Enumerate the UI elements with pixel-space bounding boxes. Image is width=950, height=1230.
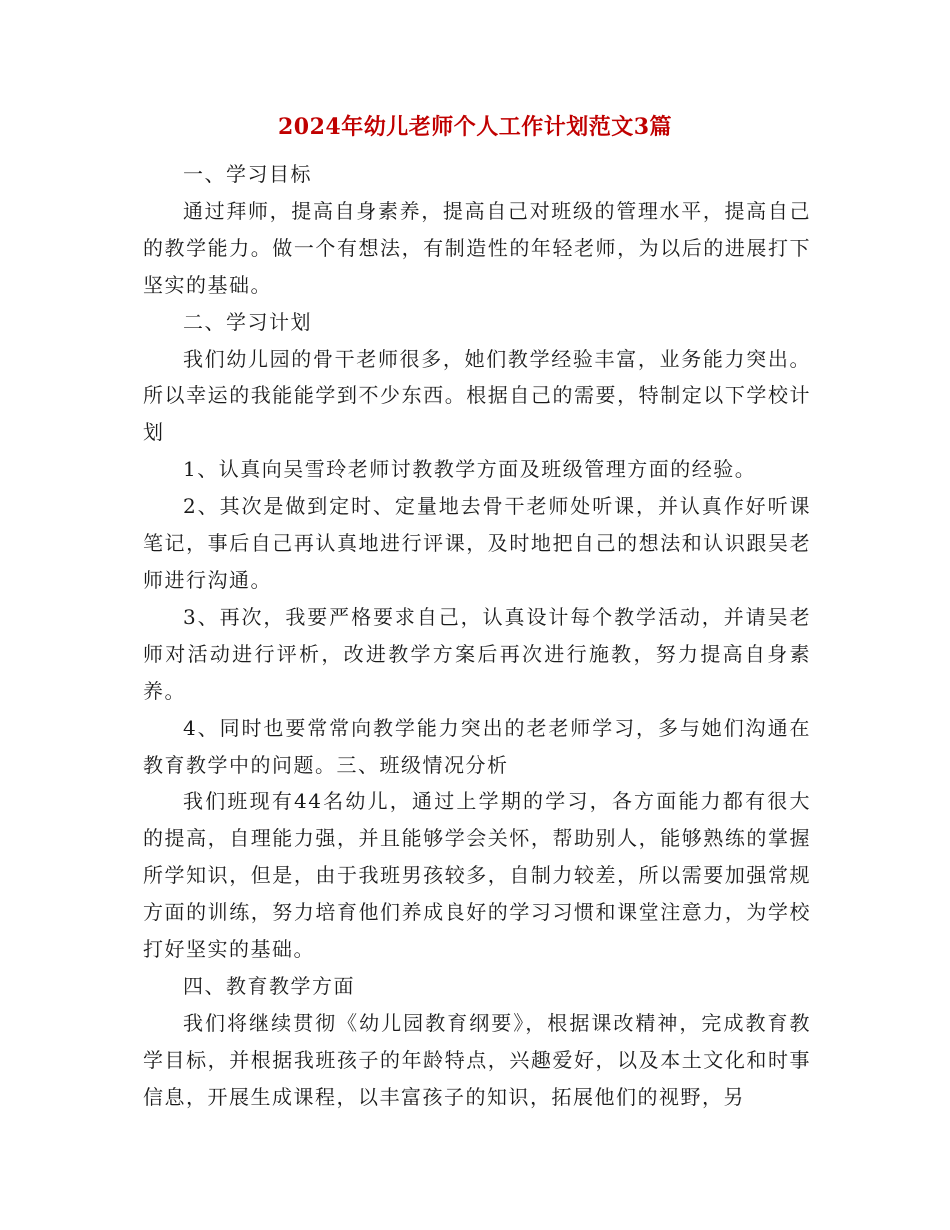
- paragraph-class-analysis: 我们班现有44名幼儿，通过上学期的学习，各方面能力都有很大的提高，自理能力强，并且能够学会关怀，帮助别人，能够熟练的掌握所学知识，但是，由于我班男孩较多，自制力较差，所以需要加强常规方面的训练，努力培育他们养成良好的学习习惯和课堂注意力，为学校打好坚实的基础。: [143, 789, 811, 962]
- paragraph-learning-goals: 通过拜师，提高自身素养，提高自己对班级的管理水平，提高自己的教学能力。做一个有想法，有制造性的年轻老师，为以后的进展打下坚实的基础。: [143, 198, 811, 297]
- list-item-plan-2: 2、其次是做到定时、定量地去骨干老师处听课，并认真作好听课笔记，事后自己再认真地进行评课，及时地把自己的想法和认识跟吴老师进行沟通。: [143, 494, 811, 592]
- paragraph-learning-plan-intro: 我们幼儿园的骨干老师很多，她们教学经验丰富，业务能力突出。所以幸运的我能能学到不少东西。根据自己的需要，特制定以下学校计划: [143, 346, 811, 445]
- paragraph-education: 我们将继续贯彻《幼儿园教育纲要》，根据课改精神，完成教育教学目标，并根据我班孩子的年龄特点，兴趣爱好，以及本土文化和时事信息，开展生成课程，以丰富孩子的知识，拓展他们的视野，另: [143, 1010, 811, 1109]
- section-heading-learning-goals: 一、学习目标: [183, 162, 312, 186]
- document-title: 2024年幼儿老师个人工作计划范文3篇: [277, 114, 673, 140]
- section-heading-education: 四、教育教学方面: [183, 973, 355, 998]
- section-heading-learning-plan: 二、学习计划: [183, 309, 312, 334]
- list-item-plan-1: 1、认真向吴雪玲老师讨教教学方面及班级管理方面的经验。: [183, 457, 757, 482]
- document-body: [143, 156, 811, 1116]
- list-item-plan-3: 3、再次，我要严格要求自己，认真设计每个教学活动，并请吴老师对活动进行评析，改进教学方案后再次进行施教，努力提高自身素养。: [143, 604, 811, 703]
- list-item-plan-4: 4、同时也要常常向教学能力突出的老老师学习，多与她们沟通在教育教学中的问题。三、班级情况分析: [143, 715, 811, 777]
